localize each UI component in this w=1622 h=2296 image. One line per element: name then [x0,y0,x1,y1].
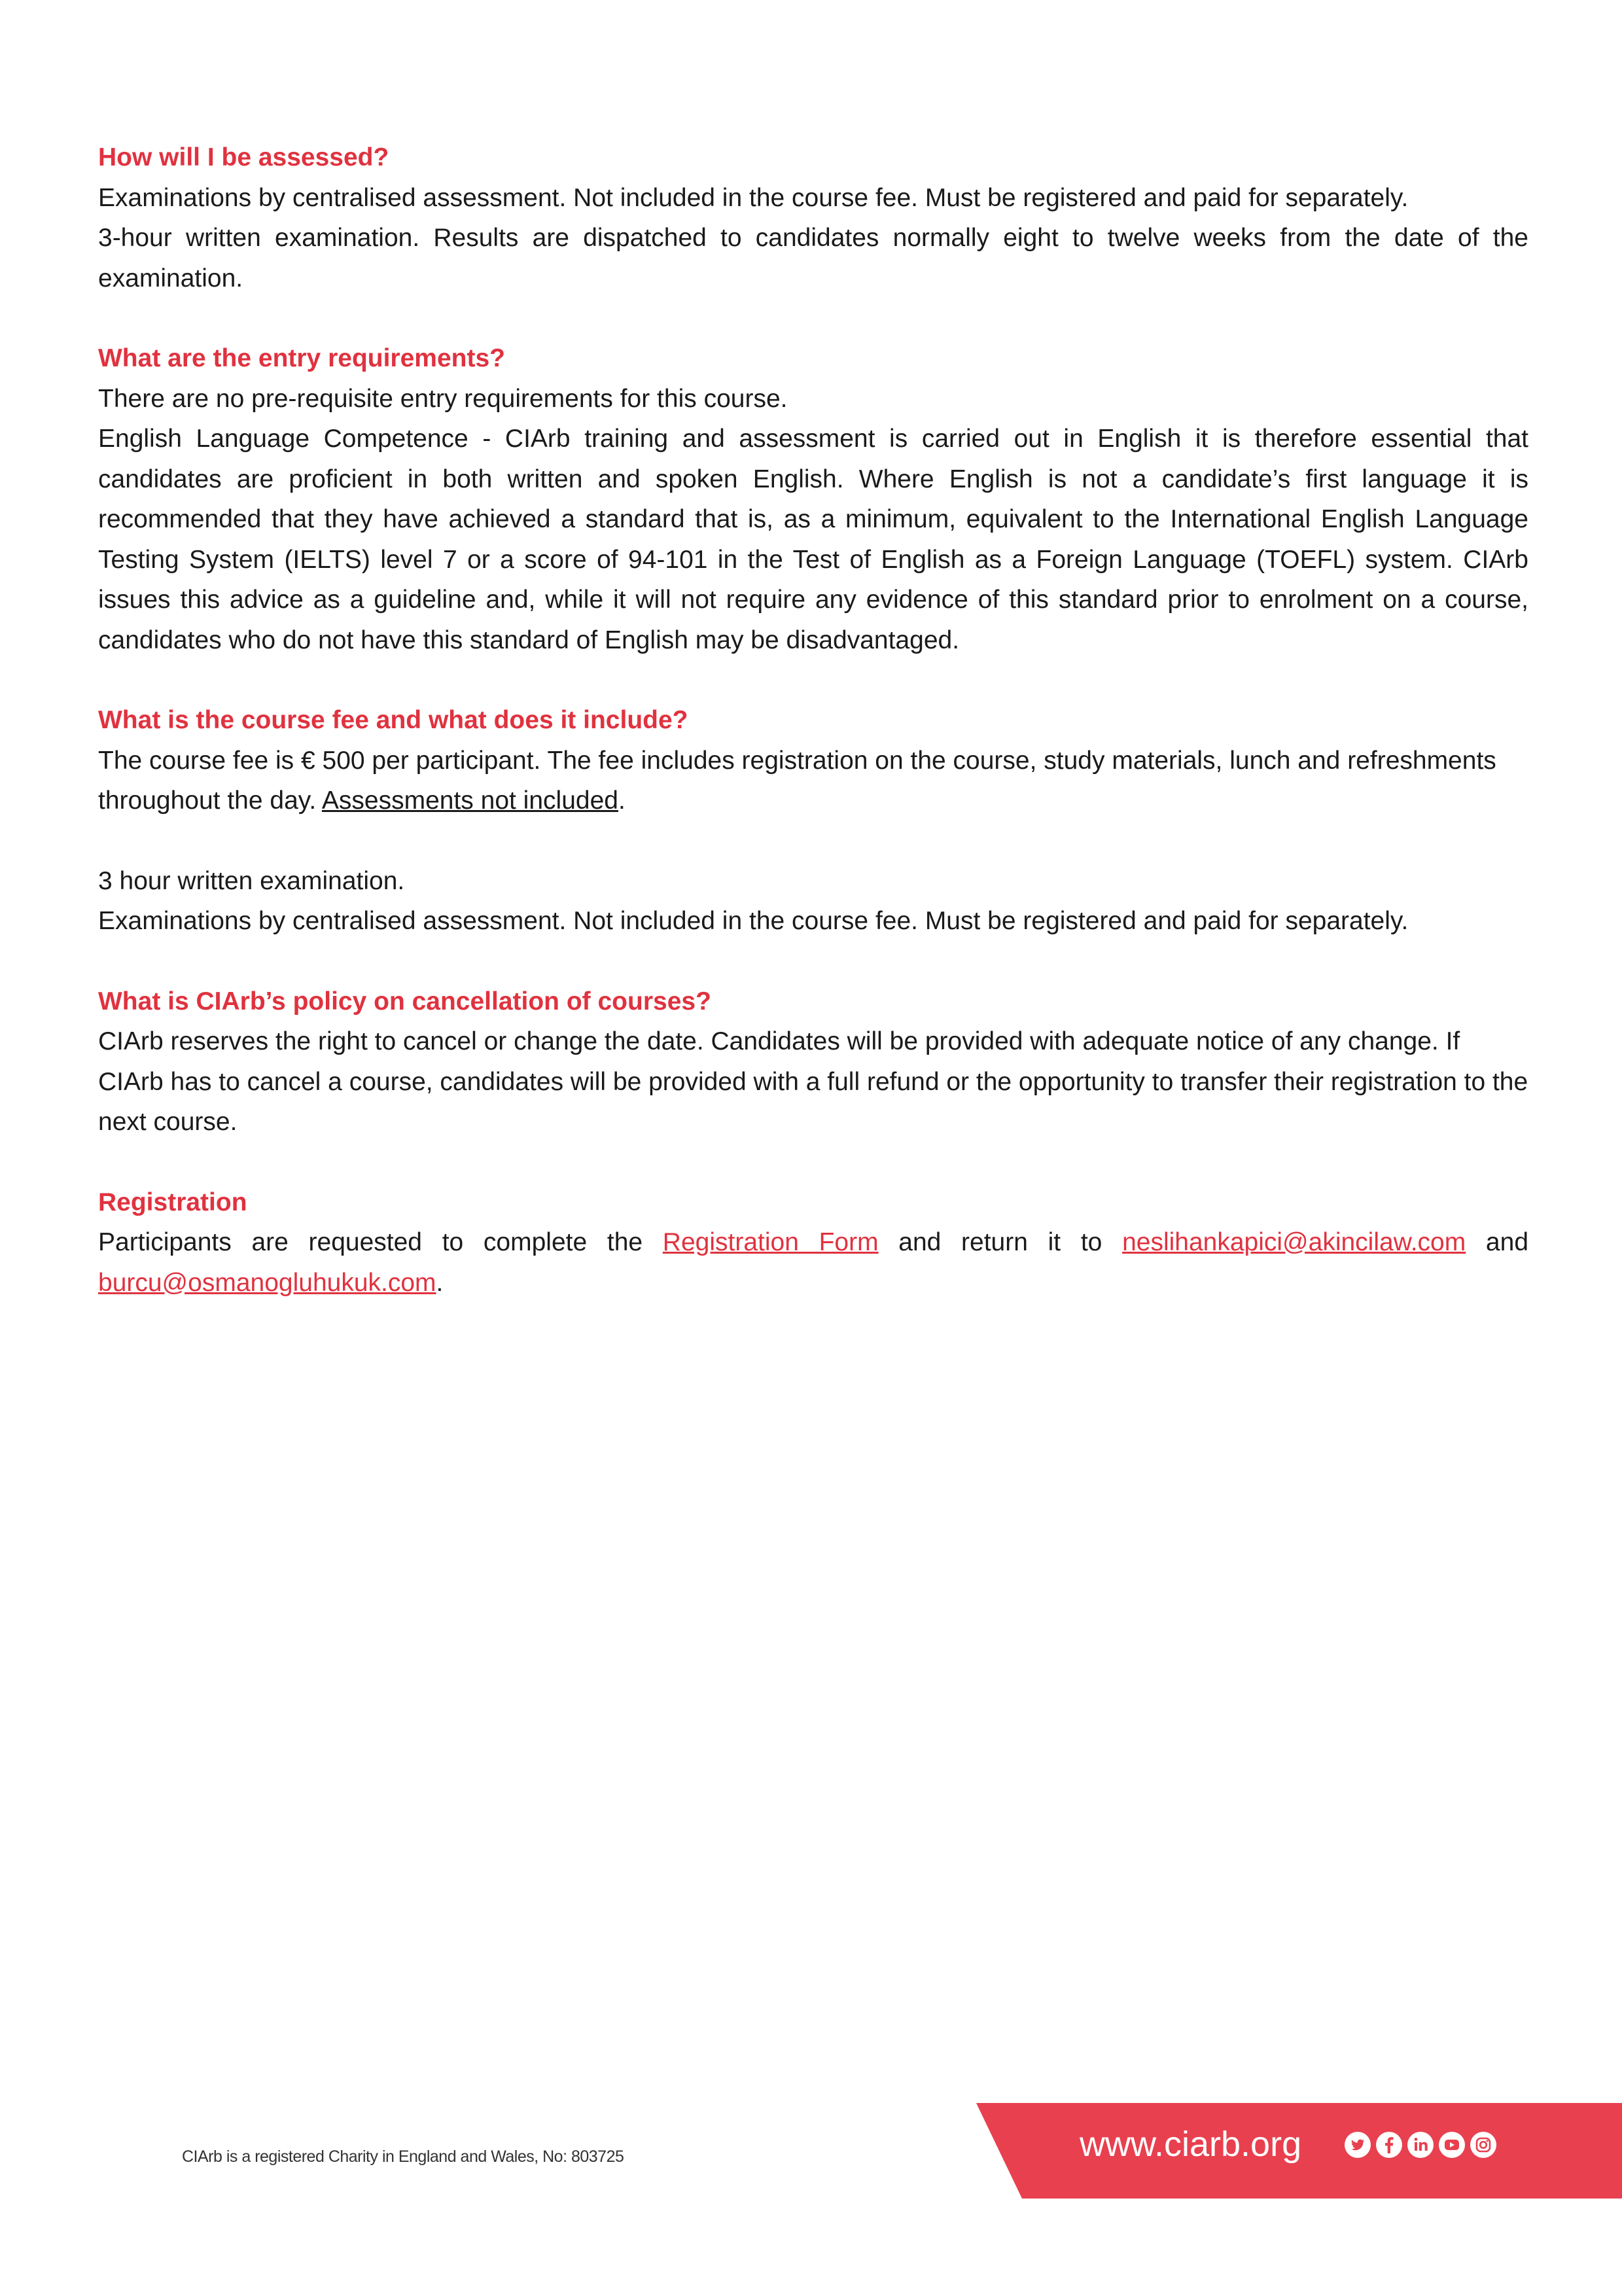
assessment-line-1: Examinations by centralised assessment. Not included in the course fee. Must be registered and paid for separately. [98,183,1409,212]
document-body [98,137,1528,1343]
section-fee [98,700,1528,821]
entry-line-1: There are no pre-requisite entry requirements for this course. [98,384,788,413]
registration-end: . [436,1268,444,1297]
section-cancellation [98,981,1528,1142]
heading-registration: Registration [98,1188,247,1216]
instagram-icon[interactable] [1470,2131,1497,2159]
registration-text-2: and return it to [878,1228,1123,1256]
heading-fee: What is the course fee and what does it include? [98,706,688,734]
registration-text-3: and [1466,1228,1529,1256]
email-link-burcu[interactable]: burcu@osmanogluhukuk.com [98,1268,436,1297]
exam-line-2: Examinations by centralised assessment. Not included in the course fee. Must be registered and paid for separately. [98,907,1409,935]
charity-notice: CIArb is a registered Charity in England and Wales, No: 803725 [182,2147,624,2166]
linkedin-icon[interactable] [1407,2131,1434,2159]
email-link-neslihan[interactable]: neslihankapici@akincilaw.com [1122,1228,1466,1256]
fee-assessments-note: Assessments not included [321,786,618,815]
twitter-icon[interactable] [1344,2131,1371,2159]
section-registration [98,1182,1528,1303]
heading-assessment: How will I be assessed? [98,143,389,171]
fee-text: The course fee is € 500 per participant. The fee includes registration on the course, study materials, lunch and refreshments throughout the day. [98,746,1496,815]
heading-cancellation: What is CIArb’s policy on cancellation of courses? [98,987,711,1016]
website-link[interactable]: www.ciarb.org [1080,2125,1302,2164]
fee-end: . [618,786,626,815]
fee-paragraph [98,741,1528,821]
heading-entry: What are the entry requirements? [98,344,505,372]
facebook-icon[interactable] [1375,2131,1403,2159]
section-entry [98,338,1528,660]
cancellation-text: CIArb reserves the right to cancel or change the date. Candidates will be provided with adequate notice of any change. If CIArb has to cancel a course, candidates will be provided with a full refund or the opportunity to transfer their registration to the next course. [98,1027,1528,1136]
assessment-line-2: 3-hour written examination. Results are dispatched to candidates normally eight to twelve weeks from the date of the examination. [98,224,1528,292]
registration-text-1: Participants are requested to complete the [98,1228,663,1256]
youtube-icon[interactable] [1438,2131,1466,2159]
section-assessment [98,137,1528,298]
registration-form-link[interactable]: Registration Form [662,1228,879,1256]
registration-paragraph [98,1222,1528,1303]
section-exam [98,861,1528,942]
exam-line-1: 3 hour written examination. [98,866,405,895]
entry-line-2: English Language Competence - CIArb training and assessment is carried out in English it is therefore essential that candidates are proficient in both written and spoken English. Where English is not a candidate’s first language it is recommended that they have achieved a standard that is, as a minimum, equivalent to the International English Language Testing System (IELTS) level 7 or a score of 94-101 in the Test of English as a Foreign Language (TOEFL) system. CIArb issues this advice as a guideline and, while it will not require any evidence of this standard prior to enrolment on a course, candidates who do not have this standard of English may be disadvantaged. [98,425,1528,654]
